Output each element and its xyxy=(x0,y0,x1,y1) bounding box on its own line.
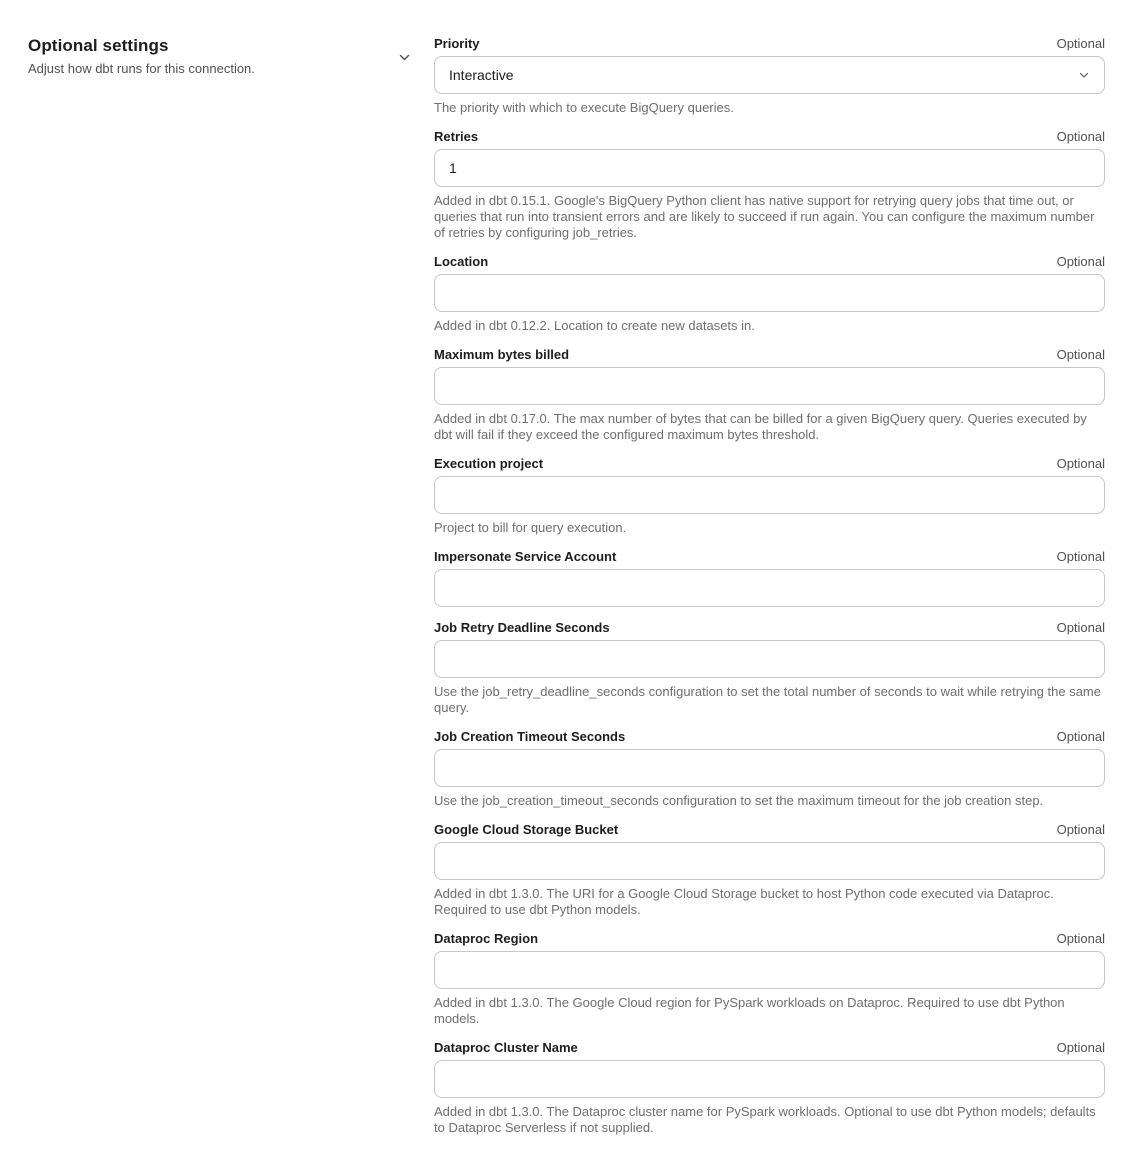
google-cloud-storage-bucket-field xyxy=(434,822,1105,918)
job-retry-deadline-seconds-field xyxy=(434,620,1105,716)
field-label: Google Cloud Storage Bucket xyxy=(434,822,619,837)
priority-select[interactable] xyxy=(434,56,1105,94)
field-help: Added in dbt 1.3.0. The Google Cloud region for PySpark workloads on Dataproc. Required to use dbt Python models. xyxy=(434,995,1065,1026)
field-label: Impersonate Service Account xyxy=(434,549,617,564)
field-help: Project to bill for query execution. xyxy=(434,520,627,535)
optional-badge: Optional xyxy=(1056,254,1105,269)
field-help: Added in dbt 0.12.2. Location to create new datasets in. xyxy=(434,318,755,333)
field-help: Added in dbt 0.15.1. Google's BigQuery Python client has native support for retrying query jobs that time out, or queries that run into transient errors and are likely to succeed if run again. You can configure the maximum number of retries by configuring job_retries. xyxy=(434,193,1095,240)
select-value: Interactive xyxy=(449,67,514,83)
field-head xyxy=(434,1040,1105,1055)
dataproc-cluster-name-field xyxy=(434,1040,1105,1136)
optional-badge: Optional xyxy=(1056,729,1105,744)
field-label: Job Retry Deadline Seconds xyxy=(434,620,610,635)
execution-project-field xyxy=(434,456,1105,536)
impersonate-service-account-field xyxy=(434,549,1105,607)
chevron-down-icon xyxy=(1078,69,1090,81)
field-head xyxy=(434,822,1105,837)
field-head xyxy=(434,729,1105,744)
field-head xyxy=(434,129,1105,144)
location-field xyxy=(434,254,1105,334)
field-label: Dataproc Region xyxy=(434,931,539,946)
location-input[interactable] xyxy=(434,274,1105,312)
field-head xyxy=(434,620,1105,635)
field-label: Priority xyxy=(434,36,480,51)
maximum-bytes-billed-field xyxy=(434,347,1105,443)
optional-badge: Optional xyxy=(1056,549,1105,564)
chevron-down-icon xyxy=(397,53,412,68)
dataproc-region-field xyxy=(434,931,1105,1027)
optional-badge: Optional xyxy=(1056,620,1105,635)
field-label: Location xyxy=(434,254,489,269)
job-creation-timeout-seconds-input[interactable] xyxy=(434,749,1105,787)
field-head xyxy=(434,549,1105,564)
impersonate-service-account-input[interactable] xyxy=(434,569,1105,607)
field-label: Maximum bytes billed xyxy=(434,347,570,362)
section-subtitle: Adjust how dbt runs for this connection. xyxy=(28,61,255,76)
optional-badge: Optional xyxy=(1056,931,1105,946)
field-head xyxy=(434,254,1105,269)
field-head xyxy=(434,36,1105,51)
optional-badge: Optional xyxy=(1056,36,1105,51)
execution-project-input[interactable] xyxy=(434,476,1105,514)
field-help: Added in dbt 0.17.0. The max number of bytes that can be billed for a given BigQuery query. Queries executed by dbt will fail if they exceed the configured maximum bytes threshold. xyxy=(434,411,1087,442)
field-label: Retries xyxy=(434,129,479,144)
dataproc-region-input[interactable] xyxy=(434,951,1105,989)
field-help: Added in dbt 1.3.0. The Dataproc cluster name for PySpark workloads. Optional to use dbt Python models; defaults to Dataproc Serverless if not supplied. xyxy=(434,1104,1096,1135)
page-title: Optional settings xyxy=(28,36,169,55)
field-label: Execution project xyxy=(434,456,544,471)
field-label: Dataproc Cluster Name xyxy=(434,1040,578,1055)
section-header xyxy=(0,0,434,77)
job-creation-timeout-seconds-field xyxy=(434,729,1105,809)
optional-badge: Optional xyxy=(1056,347,1105,362)
field-label: Job Creation Timeout Seconds xyxy=(434,729,626,744)
optional-settings-form xyxy=(434,0,1105,1149)
optional-badge: Optional xyxy=(1056,1040,1105,1055)
retries-input[interactable] xyxy=(434,149,1105,187)
optional-badge: Optional xyxy=(1056,456,1105,471)
field-head xyxy=(434,931,1105,946)
google-cloud-storage-bucket-input[interactable] xyxy=(434,842,1105,880)
field-help: The priority with which to execute BigQuery queries. xyxy=(434,100,734,115)
field-help: Use the job_creation_timeout_seconds configuration to set the maximum timeout for the job creation step. xyxy=(434,793,1044,808)
field-help: Use the job_retry_deadline_seconds configuration to set the total number of seconds to wait while retrying the same query. xyxy=(434,684,1101,715)
field-head xyxy=(434,456,1105,471)
optional-badge: Optional xyxy=(1056,129,1105,144)
optional-badge: Optional xyxy=(1056,822,1105,837)
job-retry-deadline-seconds-input[interactable] xyxy=(434,640,1105,678)
retries-field xyxy=(434,129,1105,241)
section-header-text xyxy=(28,36,255,77)
field-head xyxy=(434,347,1105,362)
priority-field xyxy=(434,36,1105,116)
section-collapse-button[interactable] xyxy=(395,48,414,67)
dataproc-cluster-name-input[interactable] xyxy=(434,1060,1105,1098)
field-help: Added in dbt 1.3.0. The URI for a Google Cloud Storage bucket to host Python code executed via Dataproc. Required to use dbt Python models. xyxy=(434,886,1054,917)
maximum-bytes-billed-input[interactable] xyxy=(434,367,1105,405)
